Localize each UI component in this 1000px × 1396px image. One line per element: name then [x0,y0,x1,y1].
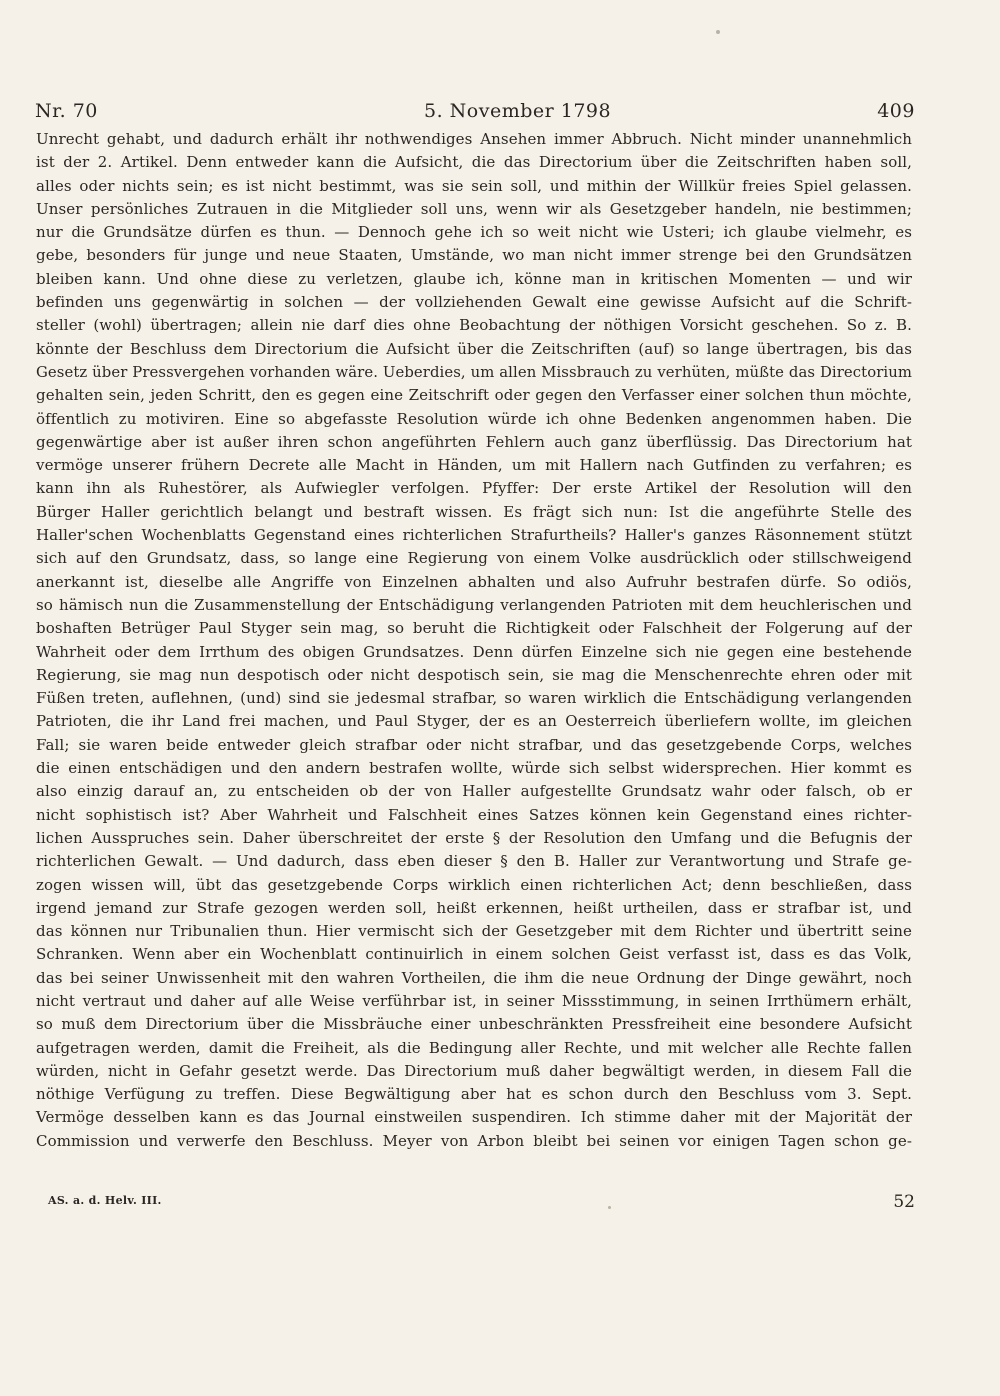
text-line: lichen Ausspruches sein. Daher überschreitet der erste § der Resolution den Umfang und die Befugnis der [36,828,912,847]
text-line: irgend jemand zur Strafe gezogen werden soll, heißt erkennen, heißt urtheilen, dass er strafbar ist, und [36,898,912,917]
text-line: nicht vertraut und daher auf alle Weise verführbar ist, in seiner Missstimmung, in seinen Irrthümern erhält, [36,991,912,1010]
text-line: nöthige Verfügung zu treffen. Diese Begwältigung aber hat es schon durch den Beschluss vom 3. Sept. [36,1085,912,1104]
text-line: könnte der Beschluss dem Directorium die Aufsicht über die Zeitschriften (auf) so lange übertragen, bis das [36,339,912,358]
text-line: Haller'schen Wochenblatts Gegenstand eines richterlichen Strafurtheils? Haller's ganzes Räsonnement stützt [36,526,912,545]
body-text [36,128,912,1153]
text-line: gebe, besonders für junge und neue Staaten, Umstände, wo man nicht immer strenge bei den Grundsätzen [36,246,912,265]
text-line: Vermöge desselben kann es das Journal einstweilen suspendiren. Ich stimme daher mit der Majorität der [36,1108,912,1127]
text-line: ist der 2. Artikel. Denn entweder kann die Aufsicht, die das Directorium über die Zeitschriften haben soll, [36,153,912,172]
text-line: Gesetz über Pressvergehen vorhanden wäre. Ueberdies, um allen Missbrauch zu verhüten, müßte das Directorium [36,363,912,381]
text-line: Unrecht gehabt, und dadurch erhält ihr nothwendiges Ansehen immer Abbruch. Nicht minder unannehmlich [36,130,912,148]
page-footer [48,1188,915,1212]
page-number: 409 [877,100,915,122]
text-line: zogen wissen will, übt das gesetzgebende Corps wirklich einen richterlichen Act; denn beschließen, dass [36,875,912,894]
text-line: befinden uns gegenwärtig in solchen — der vollziehenden Gewalt eine gewisse Aufsicht auf die Schrift- [36,293,912,312]
text-line: Fall; sie waren beide entweder gleich strafbar oder nicht strafbar, und das gesetzgebende Corps, welches [36,735,912,754]
text-line: Regierung, sie mag nun despotisch oder nicht despotisch sein, sie mag die Menschenrechte ehren oder mit [36,665,912,684]
text-line: nicht sophistisch ist? Aber Wahrheit und Falschheit eines Satzes können kein Gegenstand eines richter- [36,805,912,824]
text-line: bleiben kann. Und ohne diese zu verletzen, glaube ich, könne man in kritischen Momenten — und wir [36,269,912,288]
text-line: aufgetragen werden, damit die Freiheit, als die Bedingung aller Rechte, und mit welcher alle Rechte fallen [36,1038,912,1057]
text-line: Füßen treten, auflehnen, (und) sind sie jedesmal strafbar, so waren wirklich die Entschädigung verlangenden [36,689,912,708]
text-line: alles oder nichts sein; es ist nicht bestimmt, was sie sein soll, und mithin der Willkür freies Spiel gelassen. [36,176,912,195]
signature-mark: AS. a. d. Helv. III. [48,1194,162,1207]
text-line: kann ihn als Ruhestörer, als Aufwiegler verfolgen. Pfyffer: Der erste Artikel der Resolution will den [36,479,912,498]
text-line: würden, nicht in Gefahr gesetzt werde. Das Directorium muß daher begwältigt werden, in diesem Fall die [36,1061,912,1080]
text-line: boshaften Betrüger Paul Styger sein mag, so beruht die Richtigkeit oder Falschheit der Folgerung auf der [36,619,912,638]
text-line: das bei seiner Unwissenheit mit den wahren Vortheilen, die ihm die neue Ordnung der Dinge gewährt, noch [36,968,912,987]
text-line: öffentlich zu motiviren. Eine so abgefasste Resolution würde ich ohne Bedenken angenommen haben. Die [36,409,912,428]
text-line: richterlichen Gewalt. — Und dadurch, dass eben dieser § den B. Haller zur Verantwortung und Strafe ge- [36,852,912,871]
text-line: gegenwärtige aber ist außer ihren schon angeführten Fehlern auch ganz überflüssig. Das Directorium hat [36,432,912,451]
text-line: vermöge unserer frühern Decrete alle Macht in Händen, um mit Hallern nach Gutfinden zu verfahren; es [36,456,912,475]
page-header [35,92,915,122]
text-line: die einen entschädigen und den andern bestrafen wollte, würde sich selbst widersprechen. Hier kommt es [36,759,912,778]
text-line: Bürger Haller gerichtlich belangt und bestraft wissen. Es frägt sich nun: Ist die angeführte Stelle des [36,502,912,521]
sheet-number: 52 [893,1192,915,1212]
text-line: Wahrheit oder dem Irrthum des obigen Grundsatzes. Denn dürfen Einzelne sich nie gegen eine bestehende [36,642,912,661]
text-line: so hämisch nun die Zusammenstellung der Entschädigung verlangenden Patrioten mit dem heuchlerischen und [36,595,912,614]
text-line: anerkannt ist, dieselbe alle Angriffe von Einzelnen abhalten und also Aufruhr bestrafen dürfe. So odiös, [36,572,912,591]
issue-date: 5. November 1798 [424,100,612,122]
text-line: Commission und verwerfe den Beschluss. Meyer von Arbon bleibt bei seinen vor einigen Tagen schon ge- [36,1131,912,1150]
text-line: Schranken. Wenn aber ein Wochenblatt continuirlich in einem solchen Geist verfasst ist, dass es das Volk, [36,945,912,964]
issue-number: Nr. 70 [35,100,98,122]
text-line: das können nur Tribunalien thun. Hier vermischt sich der Gesetzgeber mit dem Richter und übertritt seine [36,922,912,941]
text-line: nur die Grundsätze dürfen es thun. — Dennoch gehe ich so weit nicht wie Usteri; ich glaube vielmehr, es [36,223,912,242]
text-line: so muß dem Directorium über die Missbräuche einer unbeschränkten Pressfreiheit eine besondere Aufsicht [36,1015,912,1034]
paper-speck [716,30,720,34]
text-line: Patrioten, die ihr Land frei machen, und Paul Styger, der es an Oesterreich überliefern wollte, im gleichen [36,712,912,731]
text-line: sich auf den Grundsatz, dass, so lange eine Regierung von einem Volke ausdrücklich oder stillschweigend [36,549,912,568]
text-line: also einzig darauf an, zu entscheiden ob der von Haller aufgestellte Grundsatz wahr oder falsch, ob er [36,782,912,801]
text-line: gehalten sein, jeden Schritt, den es gegen eine Zeitschrift oder gegen den Verfasser einer solchen thun möchte, [36,386,912,405]
text-line: steller (wohl) übertragen; allein nie darf dies ohne Beobachtung der nöthigen Vorsicht geschehen. So z. B. [36,316,912,335]
text-line: Unser persönliches Zutrauen in die Mitglieder soll uns, wenn wir als Gesetzgeber handeln, nie bestimmen; [36,199,912,218]
